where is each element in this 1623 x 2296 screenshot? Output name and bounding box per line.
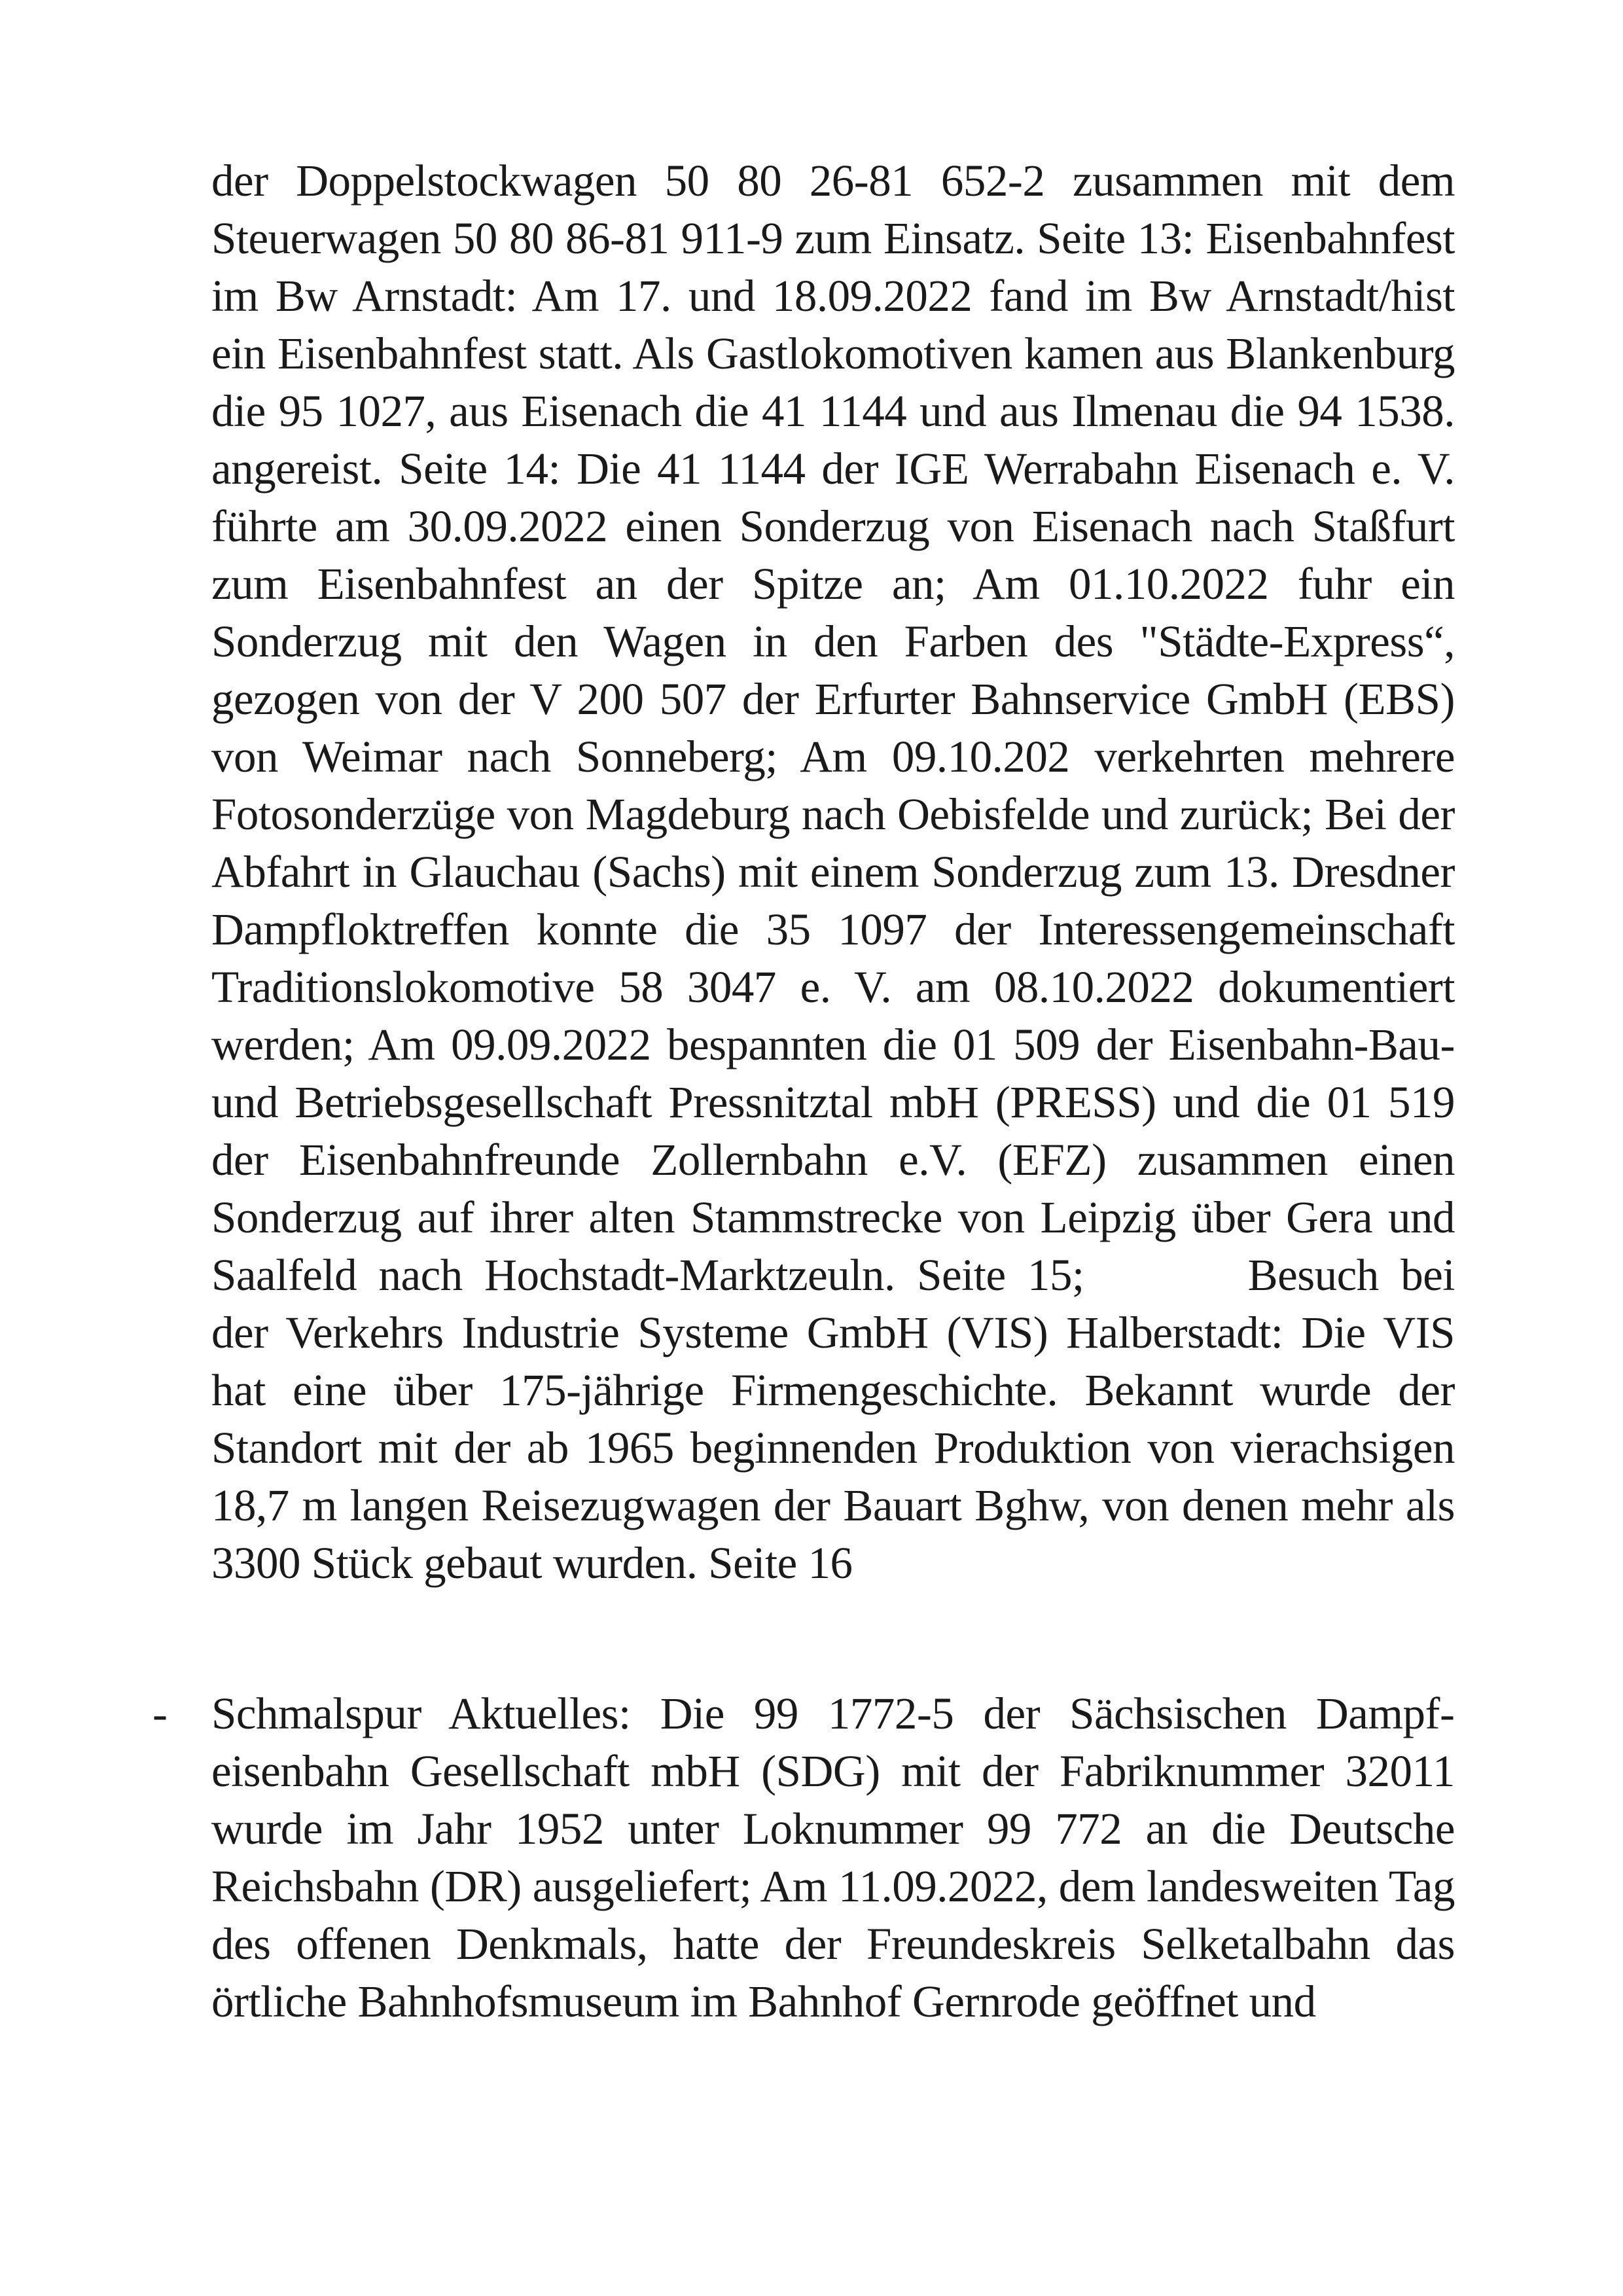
continuation-paragraph-part-a: der Doppelstockwagen 50 80 26-81 652-2 zusammen mit dem Steuerwagen 50 80 86-81 911-9 zum Einsatz. Seite 13: Eisenbahnfest im Bw Arnstadt: Am 17. und 18.09.2022 fand im Bw Arnstadt/hist ein Eisenbahnfest statt. Als Gastlokomotiven kamen aus Blankenburg die 95 1027, aus Eisenach die 41 1144 und aus Ilmenau die 94 1538. angereist. Seite 14: Die 41 1144 der IGE Werrabahn Eisenach e. V. führte am 30.09.2022 einen Sonderzug von Eisenach nach Staßfurt zum Eisenbahnfest an der Spitze an; Am 01.10.2022 fuhr ein Sonderzug mit den Wagen in den Farben des "Städte-Express“, gezogen von der V 200 507 der Erfurter Bahnservice GmbH (EBS) von Weimar nach Sonneberg; Am 09.10.202 verkehrten mehrere Fotosonderzüge von Magdeburg nach Oebisfelde und zurück; Bei der Abfahrt in Glauchau (Sachs) mit einem Sonderzug zum 13. Dresdner Dampfloktreffen konnte die 35 1097 der Interessengemeinschaft Traditionslokomotive 58 3047 e. V. am 08.10.2022 dokumentiert werden; Am 09.09.2022 bespannten die 01 509 der Eisenbahn-Bau- und Betriebsgesellschaft Pressnitztal mbH (PRESS) und die 01 519 der Eisenbahnfreunde Zollernbahn e.V. (EFZ) zusammen einen Sonderzug auf ihrer alten Stammstrecke von Leipzig über Gera und Saalfeld nach Hochstadt-Marktzeuln. Seite 15; — [211, 156, 1455, 1300]
continuation-paragraph — [211, 152, 1455, 1592]
continuation-paragraph-part-b: Besuch bei der Verkehrs Industrie Systeme GmbH (VIS) Halberstadt: Die VIS hat eine über 175-jährige Firmengeschichte. Bekannt wurde der Standort mit der ab 1965 beginnenden Produktion von vierachsigen 18,7 m langen Reisezugwagen der Bauart Bghw, von denen mehr als 3300 Stück gebaut wurden. Seite 16 — [211, 1250, 1455, 1588]
list-item: Schmalspur Aktuelles: Die 99 1772-5 der Sächsischen Dampfeisenbahn Gesellschaft mbH (SDG) mit der Fabriknummer 32011 wurde im Jahr 1952 unter Loknummer 99 772 an die Deutsche Reichsbahn (DR) ausgeliefert; Am 11.09.2022, dem landesweiten Tag des offenen Denkmals, hatte der Freundeskreis Selketalbahn das örtliche Bahnhofsmuseum im Bahnhof Gernrode geöffnet und — [211, 1689, 1455, 2026]
list-bullet: - — [152, 1689, 168, 1738]
